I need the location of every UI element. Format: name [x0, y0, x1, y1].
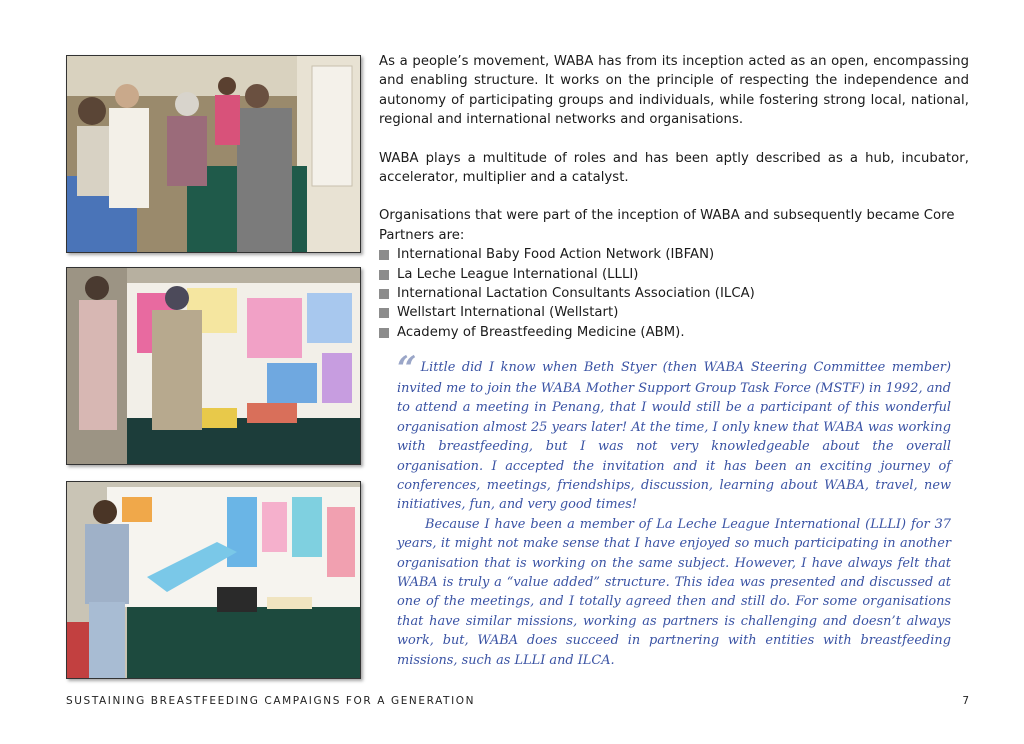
photo-presenter — [66, 481, 361, 679]
list-item: Academy of Breastfeeding Medicine (ABM). — [379, 323, 969, 342]
roles-paragraph: WABA plays a multitude of roles and has been aptly described as a hub, incubator, accelerator, multiplier and a catalyst. — [379, 150, 969, 186]
quote-mark-icon: “ — [397, 349, 417, 389]
square-bullet-icon — [379, 289, 389, 299]
intro-paragraph: As a people’s movement, WABA has from its inception acted as an open, encompassing and enabling structure. It works on the principle of respecting the independence and autonomy of participating groups and individuals, while fostering strong local, national, regional and international networks and organisations. — [379, 54, 969, 128]
list-item: International Lactation Consultants Association (ILCA) — [379, 284, 969, 303]
list-item: La Leche League International (LLLI) — [379, 265, 969, 284]
photo-exhibit-visitors — [66, 55, 361, 253]
square-bullet-icon — [379, 328, 389, 338]
quote-paragraph-2: Because I have been a member of La Leche League International (LLLI) for 37 years, it might not make sense that I have enjoyed so much participating in another organisation that is working on the same subject. However, I have always felt that WABA is truly a “value added” structure. This idea was presented and discussed at one of the meetings, and I totally agreed then and still do. For some organisations that have similar missions, working as partners is challenging and doesn’t always work, but, WABA does succeed in partnering with entities with breastfeeding missions, such as LLLI and ILCA. — [397, 516, 951, 668]
testimonial-quote — [397, 349, 951, 670]
list-item: Wellstart International (Wellstart) — [379, 303, 969, 322]
partners-intro: Organisations that were part of the inception of WABA and subsequently became Core Partners are: — [379, 208, 955, 243]
page-number: 7 — [962, 695, 969, 707]
footer-title: SUSTAINING BREASTFEEDING CAMPAIGNS FOR A GENERATION — [66, 695, 476, 707]
square-bullet-icon — [379, 250, 389, 260]
square-bullet-icon — [379, 308, 389, 318]
square-bullet-icon — [379, 270, 389, 280]
core-partners-list — [379, 245, 969, 342]
list-item: International Baby Food Action Network (IBFAN) — [379, 245, 969, 264]
photo-exhibit-board — [66, 267, 361, 465]
quote-paragraph-1: “ Little did I know when Beth Styer (then WABA Steering Committee member) invited me to join the WABA Mother Support Group Task Force (MSTF) in 1992, and to attend a meeting in Penang, that I would still be a participant of this wonderful organisation almost 25 years later! At the time, I only knew that WABA was working with breastfeeding, but I was not very knowledgeable about the overall organisation. I accepted the invitation and it has been an exciting journey of conferences, meetings, friendships, discussion, learning about WABA, travel, new initiatives, fun, and very good times! — [397, 349, 951, 513]
main-text — [379, 52, 969, 342]
